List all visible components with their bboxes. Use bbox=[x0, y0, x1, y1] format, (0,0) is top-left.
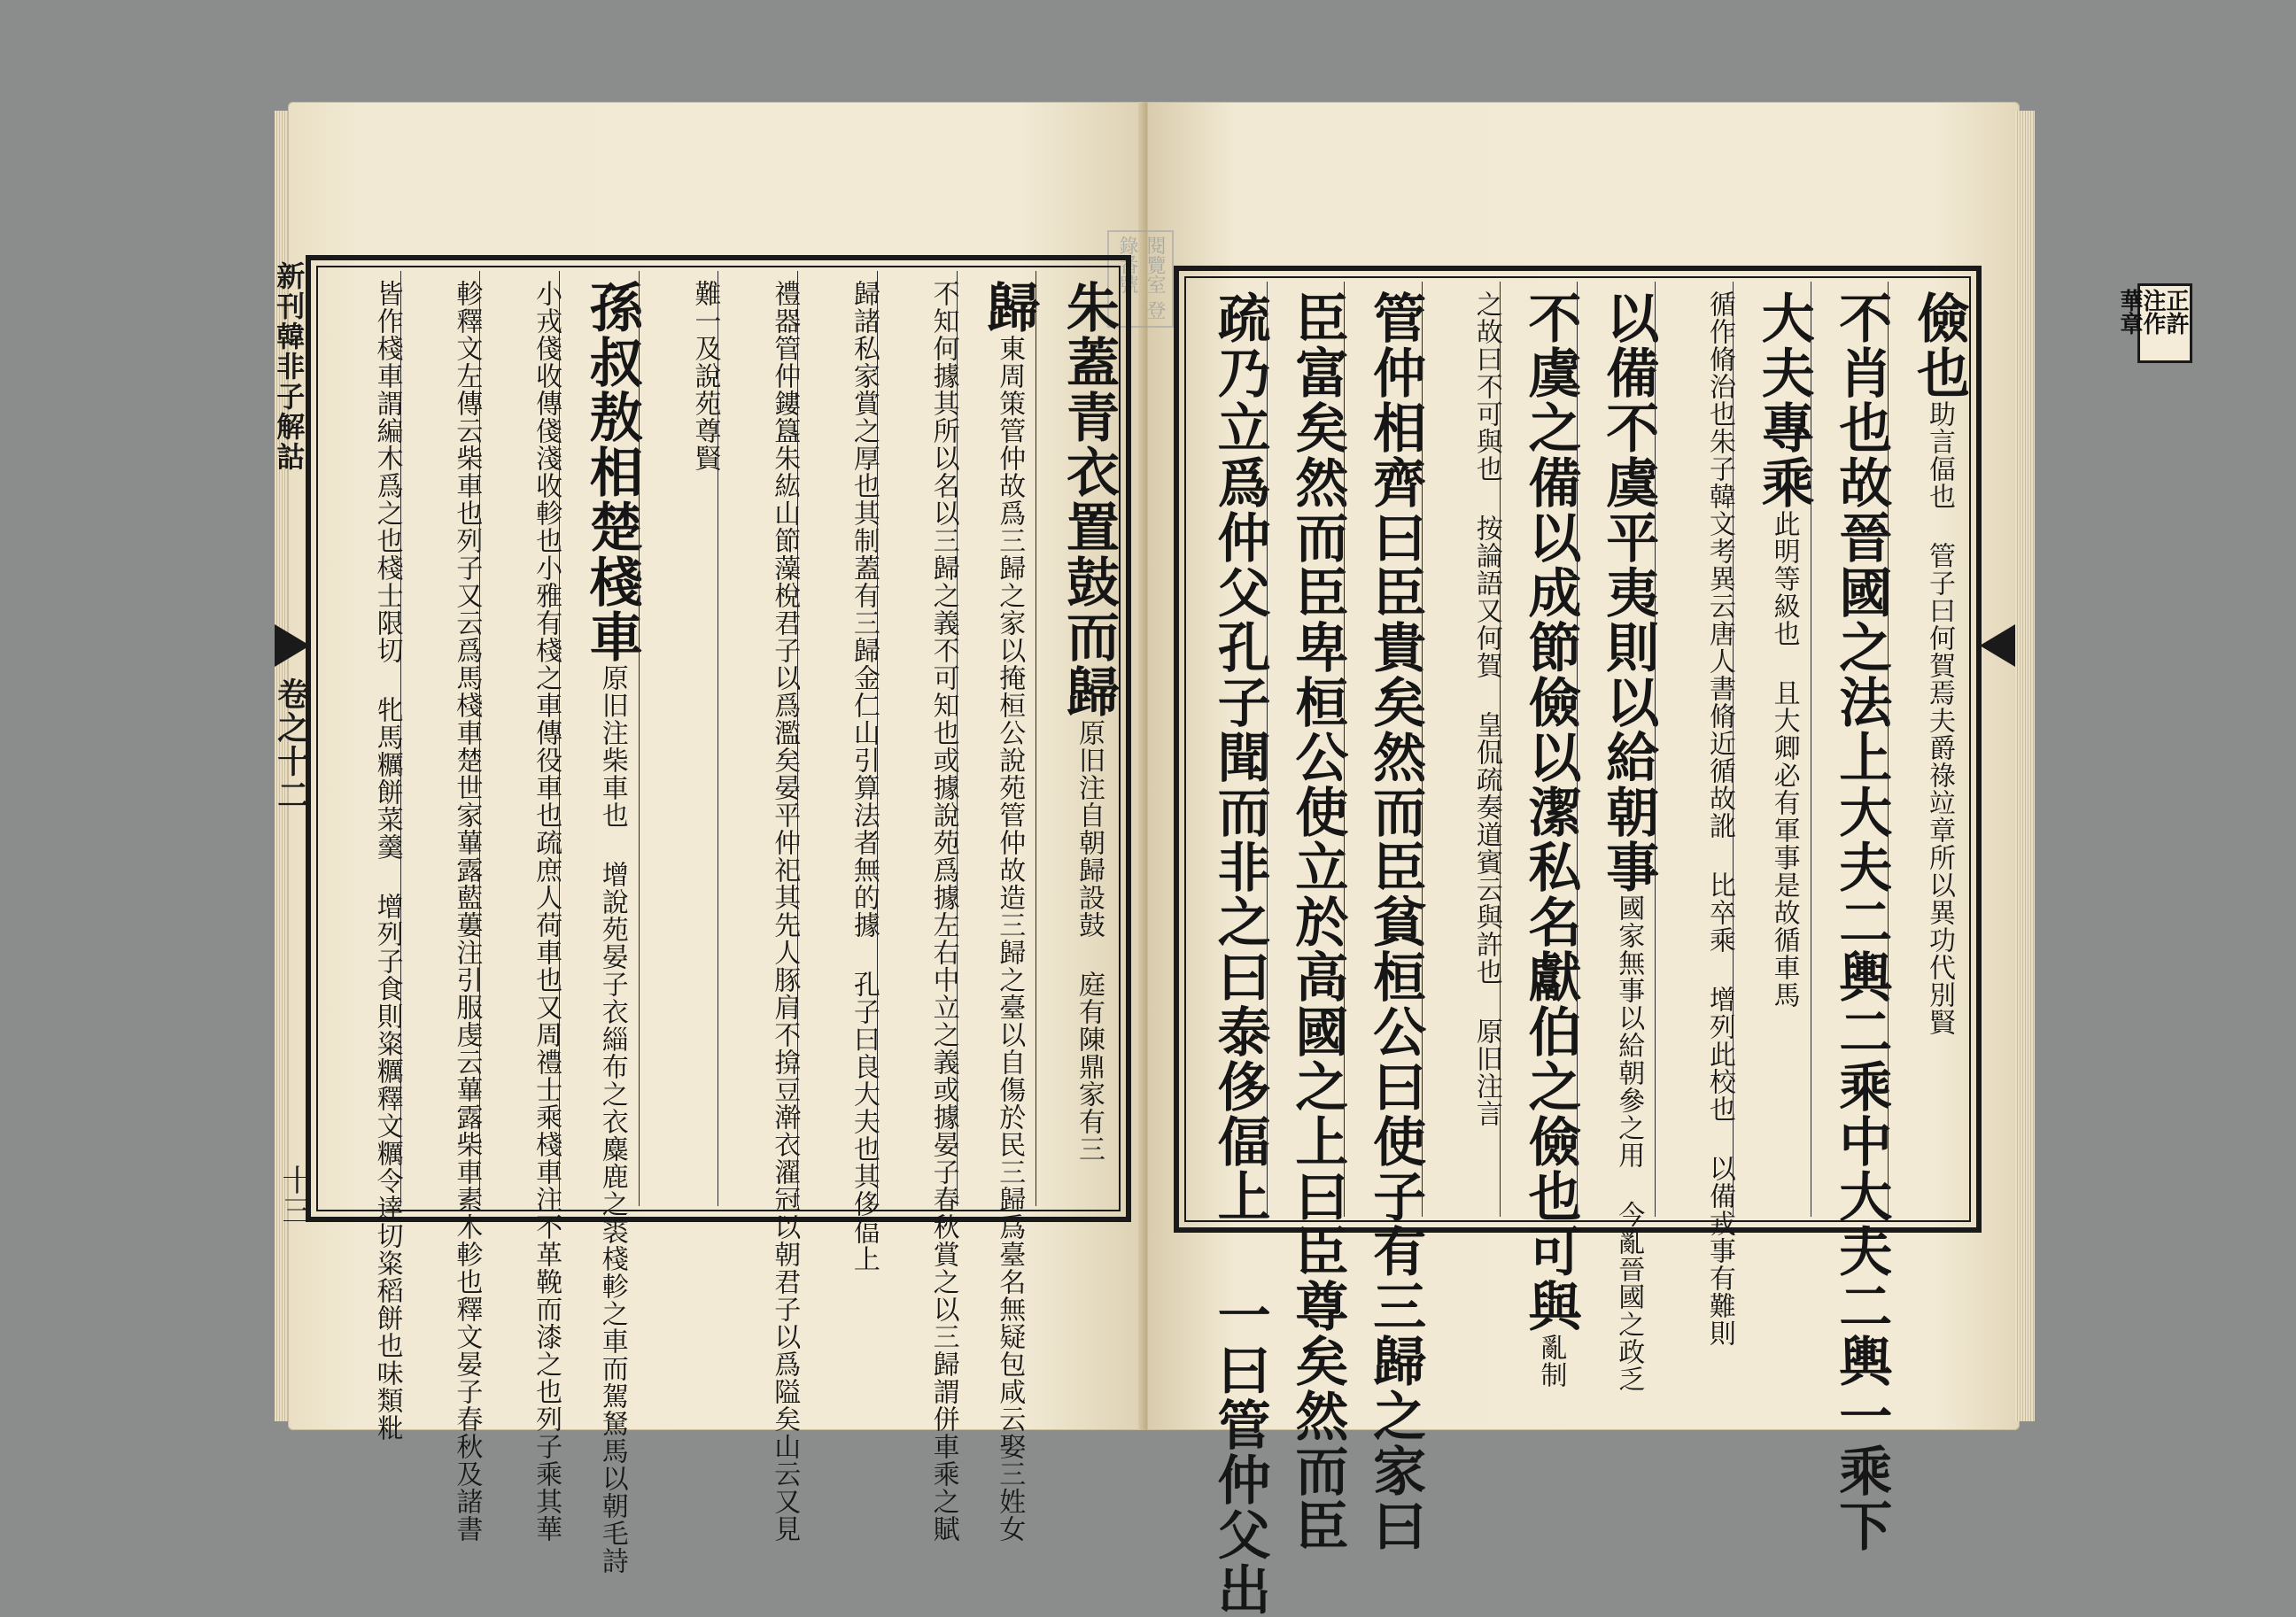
commentary-text: 此明等級也 且大卿必有軍事是故循車馬 bbox=[1768, 510, 1800, 1009]
main-text: 大夫專乘 bbox=[1752, 290, 1815, 510]
left-margin-title: 新刊韓非子解詁 bbox=[272, 261, 306, 472]
commentary-text: 禮器管仲鏤簋朱紘山節藻梲君子以爲濫矣晏平仲祀其先人豚肩不揜豆澣衣濯冠以朝君子以爲隘矣山云又見 bbox=[769, 280, 801, 1543]
main-text: 不虞之備以成節儉以潔私名獻伯之儉也可與 bbox=[1519, 290, 1582, 1334]
commentary-text: 循作脩治也朱子韓文考異云唐人書脩近循故訛 比卒乘 增列此校也 以備戎事有難則 bbox=[1703, 290, 1735, 1347]
right-page-edges bbox=[2015, 111, 2035, 1421]
right-text-column bbox=[1500, 282, 1582, 1389]
main-text: 歸 bbox=[978, 280, 1041, 335]
main-text: 不肖也故晉國之法上大夫二輿二乘中大夫二輿一乘下 bbox=[1830, 290, 1893, 1553]
right-text-frame bbox=[1174, 266, 1982, 1617]
right-text-column bbox=[1190, 282, 1271, 1617]
left-text-column bbox=[400, 271, 483, 1543]
right-text-column bbox=[1267, 282, 1349, 1553]
commentary-text: 之故曰不可與也 按論語又何賀 皇侃疏奏道賓云與許也 原旧注言 bbox=[1470, 290, 1502, 1127]
commentary-text: 難一及說苑尊賢 bbox=[689, 280, 721, 472]
commentary-text: 亂制 bbox=[1535, 1334, 1567, 1389]
commentary-text: 助言偪也 管子曰何賀焉夫爵祿竝章所以異功代別賢 bbox=[1924, 400, 1955, 1036]
library-seal: 閱覽室 登錄番號 bbox=[1107, 230, 1174, 328]
commentary-text: 東周策管仲故爲三歸之家以掩桓公說苑管仲故造三歸之臺以自傷於民三歸爲臺名無疑包咸云娶三姓女 bbox=[994, 335, 1026, 1543]
left-text-column bbox=[559, 271, 643, 1574]
commentary-text: 皆作棧車謂編木爲之也棧士限切 牝馬糲餅菜羹 增列子食則粢糲釋文糲令達切粢稻餅也味類粃 bbox=[371, 280, 403, 1442]
right-text-column bbox=[1422, 282, 1500, 1217]
right-text-columns bbox=[1190, 282, 1970, 1617]
main-text: 疏乃立爲仲父孔子聞而非之曰泰侈偪上 一曰管仲父出 bbox=[1208, 290, 1271, 1617]
left-text-column bbox=[877, 271, 959, 1543]
commentary-text: 不知何據其所以名以三歸之義不可知也或據說苑爲據左右中立之義或據晏子春秋賞之以三歸謂併車乘之賦 bbox=[927, 280, 959, 1543]
commentary-text: 原旧注柴車也 增說苑晏子衣緇布之衣麋鹿之裘棧軫之車而駕駑馬以朝毛詩 bbox=[596, 664, 628, 1574]
left-text-frame bbox=[306, 255, 1131, 1574]
right-text-column bbox=[1888, 282, 1970, 1217]
commentary-text: 軫釋文左傳云柴車也列子又云爲馬棧車楚世家蓽露藍蔞注引服虔云蓽露柴車素木軫也釋文晏子春秋及諸書 bbox=[451, 280, 483, 1543]
fishtail-mark-right bbox=[1980, 624, 2015, 667]
left-text-column bbox=[639, 271, 721, 1206]
left-text-column bbox=[322, 271, 403, 1442]
page-number: 十三 bbox=[276, 1164, 312, 1225]
commentary-text: 小戎俴收傳俴淺收軫也小雅有棧之車傳役車也疏庶人荷車也又周禮士乘棧車注不革鞔而漆之也列子乘其華 bbox=[531, 280, 562, 1543]
left-text-column bbox=[479, 271, 562, 1543]
commentary-text: 原旧注自朝歸設鼓 庭有陳鼎家有三 bbox=[1074, 719, 1105, 1163]
fishtail-mark-left bbox=[275, 624, 310, 667]
main-text: 儉也 bbox=[1908, 290, 1970, 400]
left-text-column bbox=[718, 271, 801, 1543]
volume-label: 卷之十二 bbox=[272, 677, 310, 812]
open-book bbox=[266, 93, 2189, 1617]
right-text-column bbox=[1655, 282, 1735, 1347]
commentary-text: 歸諸私家賞之厚也其制蓋有三歸金仁山引算法者無的據 孔子曰良大夫也其侈偪上 bbox=[848, 280, 880, 1273]
left-text-column bbox=[957, 271, 1041, 1543]
main-text: 朱蓋青衣置鼓而歸 bbox=[1058, 280, 1120, 719]
main-text: 管仲相齊曰臣貴矣然而臣貧桓公曰使子有三歸之家曰 bbox=[1364, 290, 1427, 1553]
main-text: 臣富矣然而臣卑桓公使立於高國之上曰臣尊矣然而臣 bbox=[1286, 290, 1349, 1553]
commentary-text: 國家無事以給朝參之用 今亂晉國之政乏 bbox=[1613, 894, 1645, 1393]
right-text-column bbox=[1733, 282, 1815, 1217]
left-text-column bbox=[797, 271, 880, 1273]
left-text-columns bbox=[322, 271, 1120, 1574]
main-text: 以備不虞平夷則以給朝事 bbox=[1597, 290, 1660, 894]
left-text-column bbox=[1036, 271, 1120, 1206]
right-text-column bbox=[1577, 282, 1660, 1393]
main-text: 孫叔敖相楚棧車 bbox=[580, 280, 643, 664]
annotation-label-box: 正許 注作 華章 bbox=[2137, 283, 2192, 363]
right-text-column bbox=[1811, 282, 1893, 1553]
right-text-column bbox=[1344, 282, 1427, 1553]
